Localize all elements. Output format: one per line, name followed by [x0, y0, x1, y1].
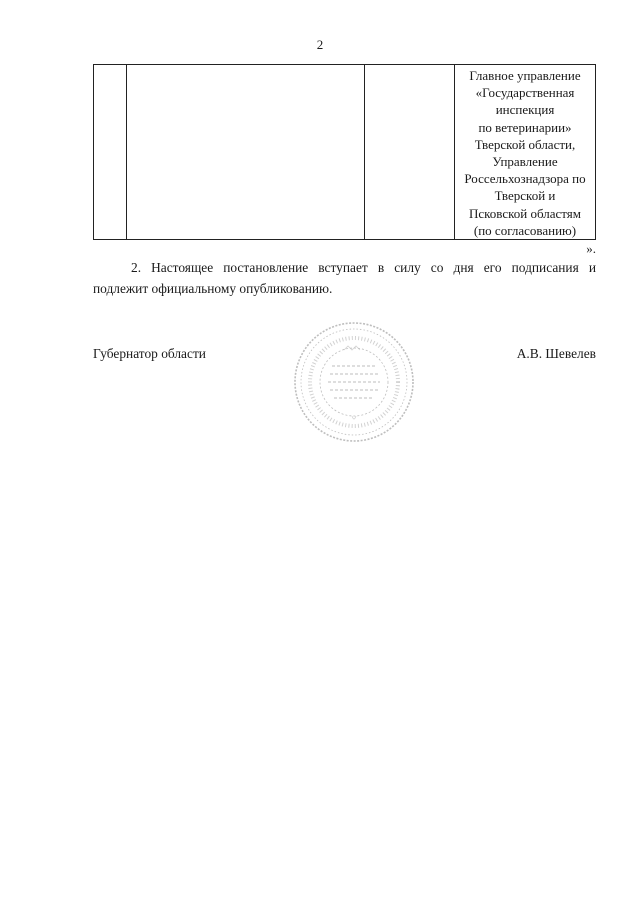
org-line: Псковской областям — [468, 205, 582, 221]
org-line: Управление — [492, 154, 558, 170]
org-line: инспекция — [495, 102, 555, 118]
table-cell-number — [94, 65, 127, 239]
org-line: «Государственная — [475, 85, 575, 101]
table-cell-name — [127, 65, 365, 239]
paragraph-line: подлежит официальному опубликованию. — [93, 281, 333, 296]
page-number: 2 — [316, 37, 324, 52]
org-line: по ветеринарии» — [478, 119, 572, 135]
org-line: Тверской и — [494, 188, 556, 204]
org-line: (по согласованию) — [473, 222, 577, 238]
closing-quote: ». — [586, 241, 596, 256]
seal-icon — [292, 320, 416, 444]
table-cell-organizations — [455, 65, 595, 239]
org-line: Россельхознадзора по — [464, 171, 586, 187]
org-line: Главное управление — [469, 68, 581, 83]
org-line: Тверской области, — [474, 136, 576, 152]
table-cell-deadline — [365, 65, 455, 239]
paragraph-line: 2. Настоящее постановление вступает в силу со дня его подписания и — [131, 260, 596, 275]
signatory-title: Губернатор области — [93, 346, 206, 361]
table-row — [93, 64, 596, 240]
paragraph-2 — [93, 257, 596, 299]
signatory-name: А.В. Шевелев — [516, 346, 596, 361]
